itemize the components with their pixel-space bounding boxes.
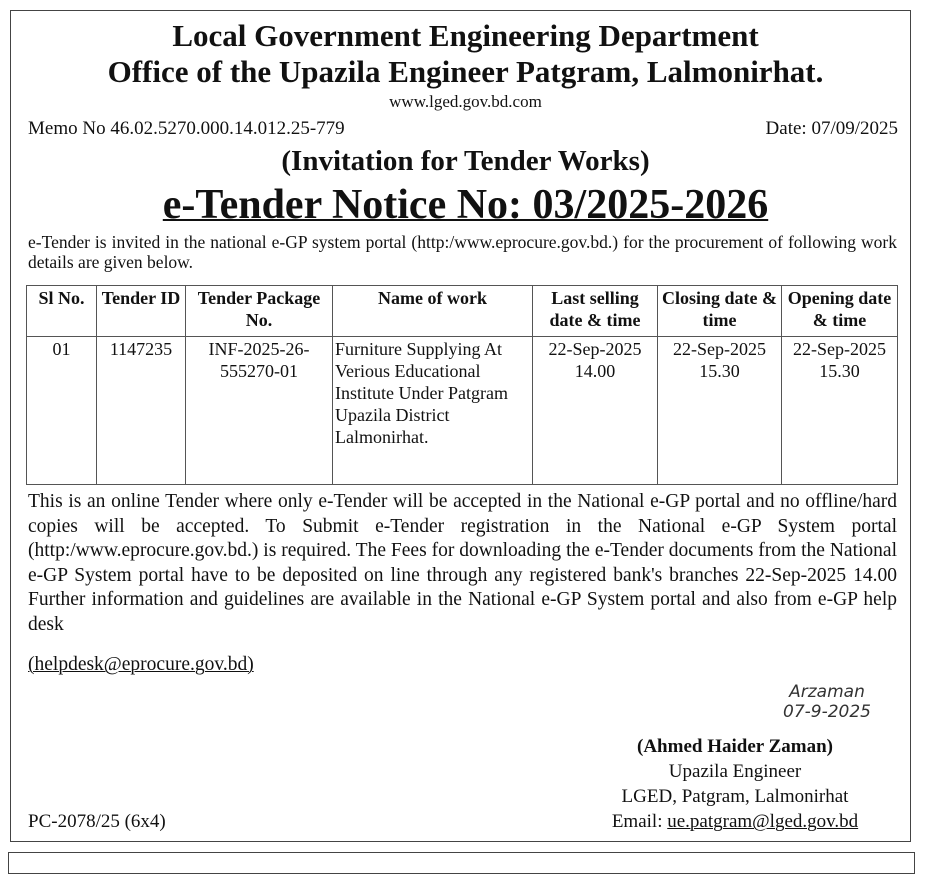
cell-sl: 01 — [27, 337, 97, 485]
invitation-heading: (Invitation for Tender Works) — [281, 145, 650, 177]
col-sl: Sl No. — [27, 286, 97, 337]
intro-text: e-Tender is invited in the national e-GP system portal (http:/www.eprocure.gov.bd.) for the procurement of following work details are given below. — [28, 232, 897, 272]
signatory-title: Upazila Engineer — [668, 761, 802, 782]
col-last-selling: Last selling date & time — [533, 286, 658, 337]
signature: Arzaman 07-9-2025 — [783, 682, 871, 722]
next-notice-border — [8, 852, 915, 874]
email-link[interactable]: ue.patgram@lged.gov.bd — [667, 811, 859, 832]
department-name: Local Government Engineering Department — [172, 18, 759, 53]
table-row — [27, 337, 898, 485]
col-opening: Opening date & time — [782, 286, 898, 337]
office-name: Office of the Upazila Engineer Patgram, Lalmonirhat. — [107, 54, 824, 89]
signatory-email: Email: ue.patgram@lged.gov.bd — [611, 811, 859, 832]
memo-number: Memo No 46.02.5270.000.14.012.25-779 — [28, 118, 345, 139]
col-closing: Closing date & time — [658, 286, 782, 337]
tender-table — [26, 285, 898, 485]
signatory-name: (Ahmed Haider Zaman) — [637, 736, 833, 757]
helpdesk-email[interactable]: (helpdesk@eprocure.gov.bd) — [28, 654, 254, 675]
cell-closing: 22-Sep-2025 15.30 — [658, 337, 782, 485]
website: www.lged.gov.bd.com — [389, 92, 542, 111]
notice-title: e-Tender Notice No: 03/2025-2026 — [162, 182, 769, 228]
cell-package: INF-2025-26-555270-01 — [186, 337, 333, 485]
col-tender-id: Tender ID — [97, 286, 186, 337]
signatory-office: LGED, Patgram, Lalmonirhat — [621, 786, 849, 807]
cell-last-selling: 22-Sep-2025 14.00 — [533, 337, 658, 485]
cell-tender-id: 1147235 — [97, 337, 186, 485]
cell-name: Furniture Supplying At Verious Educational Institute Under Patgram Upazila District Lalmonirhat. — [333, 337, 533, 485]
col-name: Name of work — [333, 286, 533, 337]
col-package: Tender Package No. — [186, 286, 333, 337]
table-header — [27, 286, 898, 337]
pc-code: PC-2078/25 (6x4) — [28, 811, 166, 832]
body-text: This is an online Tender where only e-Tender will be accepted in the National e-GP portal and no offline/hard copies will be accepted. To Submit e-Tender registration in the National e-GP System portal (http:/www.eprocure.gov.bd.) is required. The Fees for downloading the e-Tender documents from the National e-GP System portal have to be deposited on line through any registered bank's branches 22-Sep-2025 14.00 Further information and guidelines are available in the National e-GP System portal and also from e-GP help desk — [28, 491, 897, 635]
cell-opening: 22-Sep-2025 15.30 — [782, 337, 898, 485]
notice-date: Date: 07/09/2025 — [765, 118, 898, 139]
